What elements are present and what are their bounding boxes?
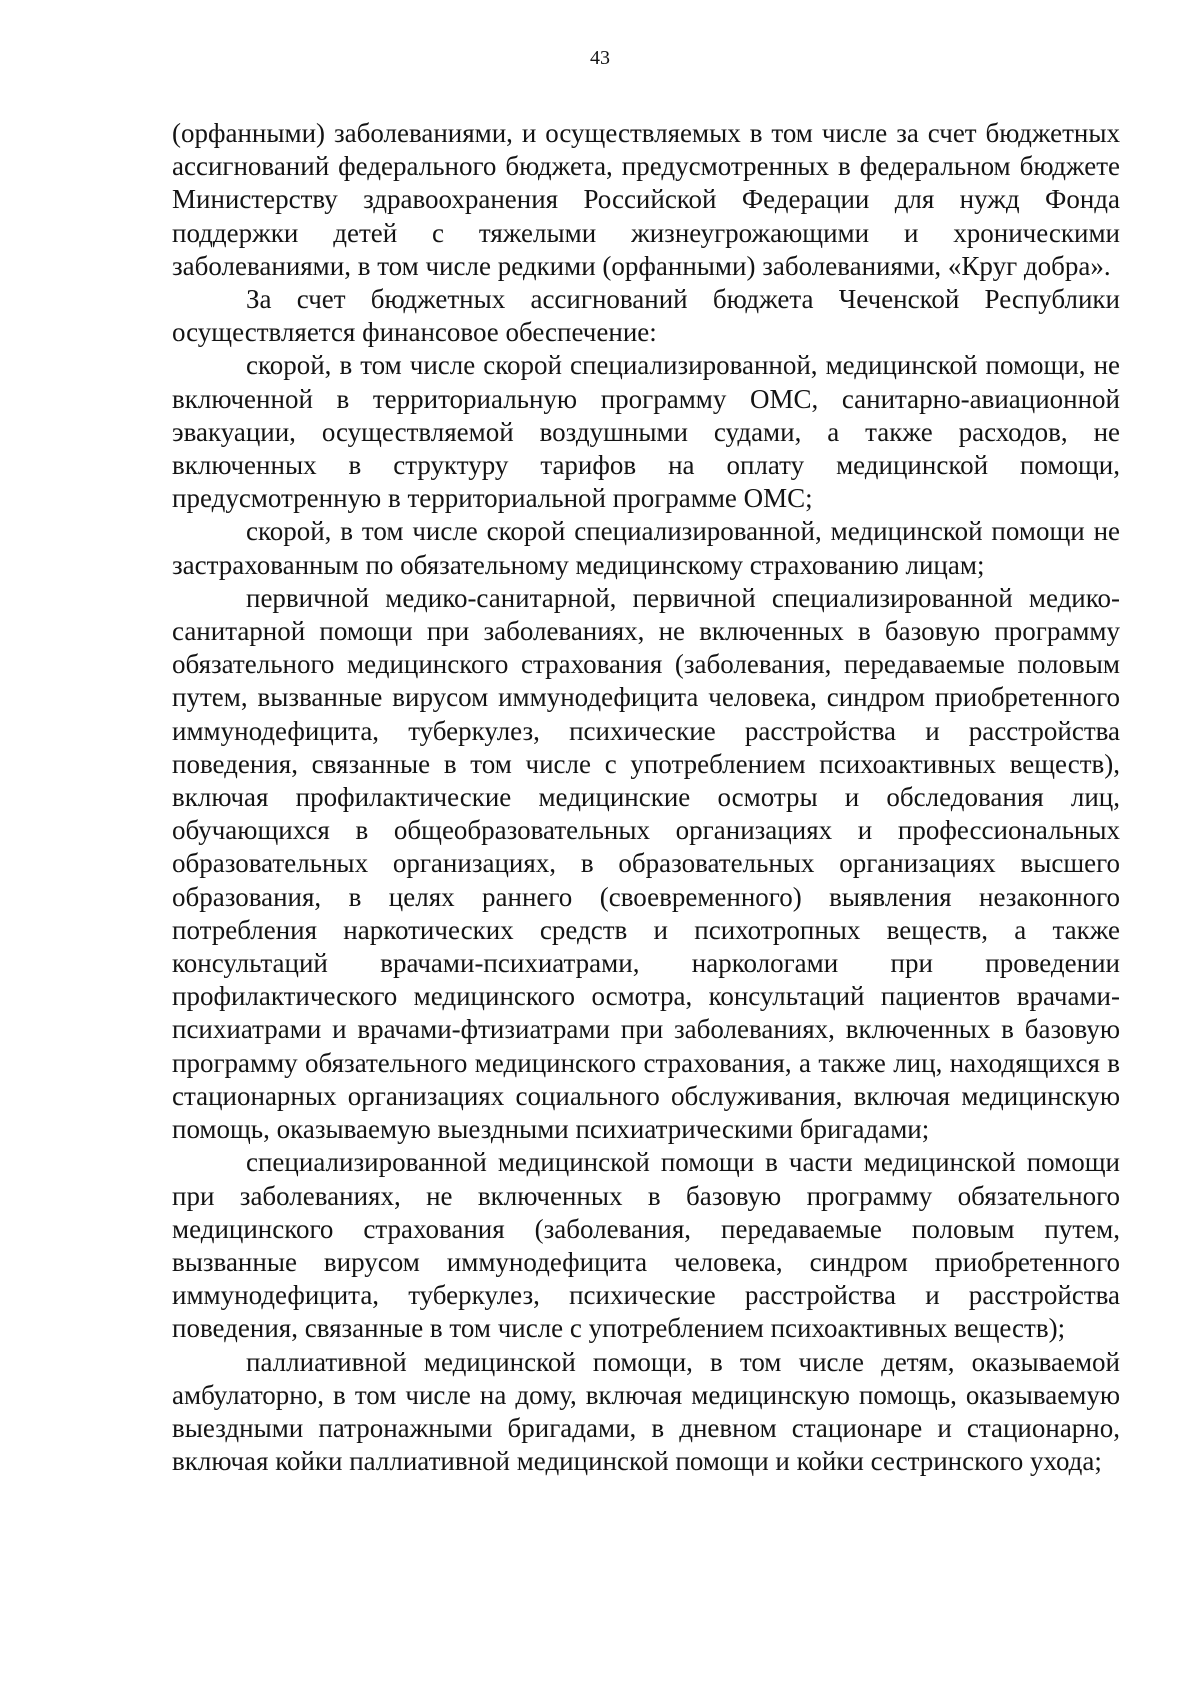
- paragraph-4: скорой, в том числе скорой специализированной, медицинской помощи не застрахованным по обязательному медицинскому страхованию лицам;: [172, 516, 1120, 580]
- paragraph-6: специализированной медицинской помощи в части медицинской помощи при заболеваниях, не включенных в базовую программу обязательного медицинского страхования (заболевания, передаваемые половым путем, вызванные вирусом иммунодефицита человека, синдром приобретенного иммунодефицита, туберкулез, психические расстройства и расстройства поведения, связанные в том числе с употреблением психоактивных веществ);: [172, 1147, 1120, 1344]
- paragraph-2: За счет бюджетных ассигнований бюджета Чеченской Республики осуществляется финансовое обеспечение:: [172, 284, 1120, 348]
- page-number: 43: [590, 47, 610, 69]
- paragraph-7: паллиативной медицинской помощи, в том числе детям, оказываемой амбулаторно, в том числе на дому, включая медицинскую помощь, оказываемую выездными патронажными бригадами, в дневном стационаре и стационарно, включая койки паллиативной медицинской помощи и койки сестринского ухода;: [172, 1346, 1120, 1477]
- paragraph-3: скорой, в том числе скорой специализированной, медицинской помощи, не включенной в территориальную программу ОМС, санитарно-авиационной эвакуации, осуществляемой воздушными судами, а также расходов, не включенных в структуру тарифов на оплату медицинской помощи, предусмотренную в территориальной программе ОМС;: [172, 350, 1120, 514]
- document-body: [172, 117, 1120, 1478]
- paragraph-5: первичной медико-санитарной, первичной специализированной медико-санитарной помощи при заболеваниях, не включенных в базовую программу обязательного медицинского страхования (заболевания, передаваемые половым путем, вызванные вирусом иммунодефицита человека, синдром приобретенного иммунодефицита, туберкулез, психические расстройства и расстройства поведения, связанные в том числе с употреблением психоактивных веществ), включая профилактические медицинские осмотры и обследования лиц, обучающихся в общеобразовательных организациях и профессиональных образовательных организациях, в образовательных организациях высшего образования, в целях раннего (своевременного) выявления незаконного потребления наркотических средств и психотропных веществ, а также консультаций врачами-психиатрами, наркологами при проведении профилактического медицинского осмотра, консультаций пациентов врачами-психиатрами и врачами-фтизиатрами при заболеваниях, включенных в базовую программу обязательного медицинского страхования, а также лиц, находящихся в стационарных организациях социального обслуживания, включая медицинскую помощь, оказываемую выездными психиатрическими бригадами;: [172, 582, 1120, 1145]
- paragraph-1: (орфанными) заболеваниями, и осуществляемых в том числе за счет бюджетных ассигнований федерального бюджета, предусмотренных в федеральном бюджете Министерству здравоохранения Российской Федерации для нужд Фонда поддержки детей с тяжелыми жизнеугрожающими и хроническими заболеваниями, в том числе редкими (орфанными) заболеваниями, «Круг добра».: [172, 118, 1120, 281]
